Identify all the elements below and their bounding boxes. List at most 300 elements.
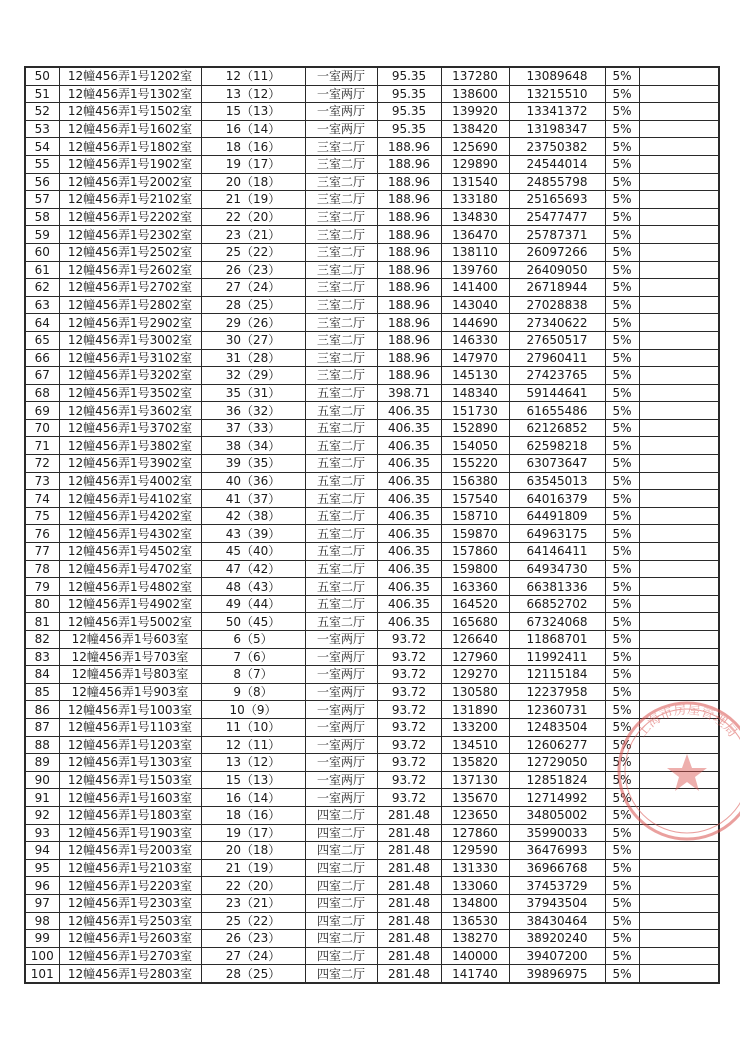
cell-floor: 49（44） bbox=[201, 595, 305, 613]
cell-unit: 12幢456弄1号4202室 bbox=[59, 507, 201, 525]
cell-layout: 四室二厅 bbox=[305, 859, 377, 877]
table-row bbox=[25, 525, 719, 543]
cell-price: 131330 bbox=[441, 859, 509, 877]
cell-note bbox=[639, 296, 719, 314]
table-row bbox=[25, 103, 719, 121]
cell-area: 188.96 bbox=[377, 173, 441, 191]
cell-area: 188.96 bbox=[377, 349, 441, 367]
cell-area: 188.96 bbox=[377, 208, 441, 226]
cell-area: 281.48 bbox=[377, 824, 441, 842]
cell-unit: 12幢456弄1号4702室 bbox=[59, 560, 201, 578]
cell-note bbox=[639, 226, 719, 244]
cell-area: 406.35 bbox=[377, 402, 441, 420]
cell-note bbox=[639, 437, 719, 455]
cell-seq: 100 bbox=[25, 947, 59, 965]
table-row bbox=[25, 894, 719, 912]
cell-floor: 21（19） bbox=[201, 191, 305, 209]
cell-total: 64146411 bbox=[509, 543, 605, 561]
table-row bbox=[25, 842, 719, 860]
cell-unit: 12幢456弄1号2302室 bbox=[59, 226, 201, 244]
cell-rate: 5% bbox=[605, 120, 639, 138]
table-row bbox=[25, 718, 719, 736]
cell-area: 281.48 bbox=[377, 842, 441, 860]
cell-floor: 26（23） bbox=[201, 930, 305, 948]
cell-note bbox=[639, 912, 719, 930]
cell-rate: 5% bbox=[605, 842, 639, 860]
cell-note bbox=[639, 331, 719, 349]
cell-price: 127860 bbox=[441, 824, 509, 842]
cell-seq: 91 bbox=[25, 789, 59, 807]
table-row bbox=[25, 824, 719, 842]
cell-unit: 12幢456弄1号1502室 bbox=[59, 103, 201, 121]
cell-total: 37453729 bbox=[509, 877, 605, 895]
cell-seq: 55 bbox=[25, 155, 59, 173]
cell-rate: 5% bbox=[605, 525, 639, 543]
cell-total: 11992411 bbox=[509, 648, 605, 666]
cell-layout: 五室二厅 bbox=[305, 560, 377, 578]
cell-unit: 12幢456弄1号803室 bbox=[59, 666, 201, 684]
table-row bbox=[25, 595, 719, 613]
cell-note bbox=[639, 173, 719, 191]
cell-floor: 36（32） bbox=[201, 402, 305, 420]
cell-layout: 三室二厅 bbox=[305, 243, 377, 261]
cell-note bbox=[639, 806, 719, 824]
table-row bbox=[25, 155, 719, 173]
cell-layout: 四室二厅 bbox=[305, 824, 377, 842]
table-row bbox=[25, 771, 719, 789]
cell-rate: 5% bbox=[605, 103, 639, 121]
cell-price: 148340 bbox=[441, 384, 509, 402]
cell-area: 93.72 bbox=[377, 631, 441, 649]
cell-seq: 54 bbox=[25, 138, 59, 156]
cell-price: 146330 bbox=[441, 331, 509, 349]
cell-unit: 12幢456弄1号2803室 bbox=[59, 965, 201, 983]
cell-price: 127960 bbox=[441, 648, 509, 666]
cell-floor: 9（8） bbox=[201, 683, 305, 701]
cell-area: 93.72 bbox=[377, 648, 441, 666]
cell-layout: 五室二厅 bbox=[305, 595, 377, 613]
cell-total: 12360731 bbox=[509, 701, 605, 719]
cell-rate: 5% bbox=[605, 912, 639, 930]
cell-seq: 73 bbox=[25, 472, 59, 490]
cell-seq: 62 bbox=[25, 279, 59, 297]
cell-seq: 99 bbox=[25, 930, 59, 948]
cell-rate: 5% bbox=[605, 806, 639, 824]
cell-total: 34805002 bbox=[509, 806, 605, 824]
cell-area: 188.96 bbox=[377, 155, 441, 173]
cell-price: 138110 bbox=[441, 243, 509, 261]
cell-rate: 5% bbox=[605, 859, 639, 877]
cell-note bbox=[639, 718, 719, 736]
cell-unit: 12幢456弄1号1503室 bbox=[59, 771, 201, 789]
cell-price: 123650 bbox=[441, 806, 509, 824]
cell-price: 138420 bbox=[441, 120, 509, 138]
cell-total: 12714992 bbox=[509, 789, 605, 807]
cell-price: 147970 bbox=[441, 349, 509, 367]
cell-note bbox=[639, 120, 719, 138]
cell-unit: 12幢456弄1号1003室 bbox=[59, 701, 201, 719]
table-row bbox=[25, 507, 719, 525]
cell-area: 281.48 bbox=[377, 947, 441, 965]
cell-total: 59144641 bbox=[509, 384, 605, 402]
cell-layout: 一室两厅 bbox=[305, 120, 377, 138]
cell-unit: 12幢456弄1号4802室 bbox=[59, 578, 201, 596]
table-body bbox=[25, 67, 719, 983]
cell-floor: 28（25） bbox=[201, 965, 305, 983]
cell-rate: 5% bbox=[605, 279, 639, 297]
cell-layout: 四室二厅 bbox=[305, 930, 377, 948]
cell-note bbox=[639, 138, 719, 156]
cell-note bbox=[639, 243, 719, 261]
cell-seq: 98 bbox=[25, 912, 59, 930]
cell-total: 66381336 bbox=[509, 578, 605, 596]
table-row bbox=[25, 754, 719, 772]
cell-floor: 37（33） bbox=[201, 419, 305, 437]
cell-area: 406.35 bbox=[377, 419, 441, 437]
cell-unit: 12幢456弄1号2303室 bbox=[59, 894, 201, 912]
cell-unit: 12幢456弄1号1903室 bbox=[59, 824, 201, 842]
cell-layout: 三室二厅 bbox=[305, 314, 377, 332]
cell-area: 406.35 bbox=[377, 507, 441, 525]
cell-price: 125690 bbox=[441, 138, 509, 156]
table-row bbox=[25, 965, 719, 983]
cell-rate: 5% bbox=[605, 85, 639, 103]
cell-price: 165680 bbox=[441, 613, 509, 631]
cell-floor: 19（17） bbox=[201, 824, 305, 842]
cell-rate: 5% bbox=[605, 472, 639, 490]
cell-rate: 5% bbox=[605, 296, 639, 314]
table-row bbox=[25, 806, 719, 824]
cell-total: 67324068 bbox=[509, 613, 605, 631]
cell-unit: 12幢456弄1号3602室 bbox=[59, 402, 201, 420]
cell-floor: 22（20） bbox=[201, 877, 305, 895]
cell-area: 188.96 bbox=[377, 138, 441, 156]
cell-area: 406.35 bbox=[377, 437, 441, 455]
table-row bbox=[25, 701, 719, 719]
cell-layout: 一室两厅 bbox=[305, 754, 377, 772]
cell-unit: 12幢456弄1号2703室 bbox=[59, 947, 201, 965]
cell-layout: 五室二厅 bbox=[305, 525, 377, 543]
table-row bbox=[25, 314, 719, 332]
cell-price: 157860 bbox=[441, 543, 509, 561]
cell-floor: 22（20） bbox=[201, 208, 305, 226]
cell-unit: 12幢456弄1号2902室 bbox=[59, 314, 201, 332]
cell-rate: 5% bbox=[605, 419, 639, 437]
cell-area: 93.72 bbox=[377, 666, 441, 684]
table-row bbox=[25, 173, 719, 191]
cell-seq: 83 bbox=[25, 648, 59, 666]
cell-total: 12606277 bbox=[509, 736, 605, 754]
cell-floor: 41（37） bbox=[201, 490, 305, 508]
cell-rate: 5% bbox=[605, 771, 639, 789]
cell-seq: 71 bbox=[25, 437, 59, 455]
cell-rate: 5% bbox=[605, 877, 639, 895]
cell-unit: 12幢456弄1号2002室 bbox=[59, 173, 201, 191]
cell-floor: 23（21） bbox=[201, 894, 305, 912]
cell-price: 138270 bbox=[441, 930, 509, 948]
table-row bbox=[25, 279, 719, 297]
cell-floor: 43（39） bbox=[201, 525, 305, 543]
cell-rate: 5% bbox=[605, 507, 639, 525]
cell-total: 25477477 bbox=[509, 208, 605, 226]
cell-layout: 五室二厅 bbox=[305, 419, 377, 437]
price-table bbox=[24, 66, 720, 984]
cell-area: 406.35 bbox=[377, 455, 441, 473]
cell-rate: 5% bbox=[605, 965, 639, 983]
cell-seq: 88 bbox=[25, 736, 59, 754]
cell-note bbox=[639, 349, 719, 367]
cell-floor: 16（14） bbox=[201, 120, 305, 138]
cell-price: 129890 bbox=[441, 155, 509, 173]
cell-note bbox=[639, 155, 719, 173]
cell-note bbox=[639, 560, 719, 578]
cell-layout: 四室二厅 bbox=[305, 947, 377, 965]
cell-seq: 57 bbox=[25, 191, 59, 209]
cell-unit: 12幢456弄1号2802室 bbox=[59, 296, 201, 314]
cell-seq: 78 bbox=[25, 560, 59, 578]
cell-area: 406.35 bbox=[377, 490, 441, 508]
cell-rate: 5% bbox=[605, 384, 639, 402]
cell-note bbox=[639, 930, 719, 948]
cell-price: 163360 bbox=[441, 578, 509, 596]
cell-floor: 26（23） bbox=[201, 261, 305, 279]
table-row bbox=[25, 877, 719, 895]
cell-area: 281.48 bbox=[377, 806, 441, 824]
cell-layout: 三室二厅 bbox=[305, 226, 377, 244]
cell-rate: 5% bbox=[605, 138, 639, 156]
cell-floor: 18（16） bbox=[201, 806, 305, 824]
cell-seq: 61 bbox=[25, 261, 59, 279]
cell-rate: 5% bbox=[605, 226, 639, 244]
cell-layout: 四室二厅 bbox=[305, 912, 377, 930]
cell-price: 158710 bbox=[441, 507, 509, 525]
cell-area: 188.96 bbox=[377, 226, 441, 244]
cell-seq: 72 bbox=[25, 455, 59, 473]
cell-unit: 12幢456弄1号3202室 bbox=[59, 367, 201, 385]
cell-rate: 5% bbox=[605, 331, 639, 349]
cell-layout: 三室二厅 bbox=[305, 173, 377, 191]
cell-unit: 12幢456弄1号4502室 bbox=[59, 543, 201, 561]
cell-unit: 12幢456弄1号1203室 bbox=[59, 736, 201, 754]
cell-seq: 87 bbox=[25, 718, 59, 736]
cell-floor: 19（17） bbox=[201, 155, 305, 173]
cell-area: 93.72 bbox=[377, 683, 441, 701]
cell-rate: 5% bbox=[605, 631, 639, 649]
cell-area: 188.96 bbox=[377, 296, 441, 314]
cell-layout: 三室二厅 bbox=[305, 331, 377, 349]
cell-layout: 一室两厅 bbox=[305, 103, 377, 121]
cell-price: 139760 bbox=[441, 261, 509, 279]
cell-price: 145130 bbox=[441, 367, 509, 385]
seal-text: 上海市房屋管理局 bbox=[634, 702, 740, 741]
cell-note bbox=[639, 384, 719, 402]
cell-total: 27960411 bbox=[509, 349, 605, 367]
cell-unit: 12幢456弄1号4102室 bbox=[59, 490, 201, 508]
cell-floor: 12（11） bbox=[201, 67, 305, 85]
cell-note bbox=[639, 191, 719, 209]
cell-layout: 一室两厅 bbox=[305, 666, 377, 684]
cell-note bbox=[639, 648, 719, 666]
cell-floor: 10（9） bbox=[201, 701, 305, 719]
cell-layout: 四室二厅 bbox=[305, 806, 377, 824]
cell-seq: 89 bbox=[25, 754, 59, 772]
cell-layout: 三室二厅 bbox=[305, 261, 377, 279]
cell-note bbox=[639, 261, 719, 279]
cell-price: 131890 bbox=[441, 701, 509, 719]
table-row bbox=[25, 789, 719, 807]
cell-price: 143040 bbox=[441, 296, 509, 314]
cell-area: 188.96 bbox=[377, 367, 441, 385]
cell-floor: 7（6） bbox=[201, 648, 305, 666]
cell-seq: 59 bbox=[25, 226, 59, 244]
table-row bbox=[25, 683, 719, 701]
cell-total: 66852702 bbox=[509, 595, 605, 613]
cell-rate: 5% bbox=[605, 173, 639, 191]
cell-area: 93.72 bbox=[377, 718, 441, 736]
cell-seq: 95 bbox=[25, 859, 59, 877]
cell-floor: 20（18） bbox=[201, 173, 305, 191]
table-row bbox=[25, 67, 719, 85]
cell-note bbox=[639, 842, 719, 860]
cell-seq: 60 bbox=[25, 243, 59, 261]
cell-price: 137280 bbox=[441, 67, 509, 85]
cell-seq: 74 bbox=[25, 490, 59, 508]
cell-area: 188.96 bbox=[377, 279, 441, 297]
cell-area: 188.96 bbox=[377, 314, 441, 332]
cell-area: 93.72 bbox=[377, 789, 441, 807]
cell-layout: 一室两厅 bbox=[305, 701, 377, 719]
cell-total: 27028838 bbox=[509, 296, 605, 314]
cell-floor: 23（21） bbox=[201, 226, 305, 244]
cell-area: 93.72 bbox=[377, 701, 441, 719]
cell-seq: 77 bbox=[25, 543, 59, 561]
cell-area: 406.35 bbox=[377, 560, 441, 578]
cell-total: 11868701 bbox=[509, 631, 605, 649]
cell-price: 159870 bbox=[441, 525, 509, 543]
cell-floor: 27（24） bbox=[201, 947, 305, 965]
cell-price: 133200 bbox=[441, 718, 509, 736]
cell-unit: 12幢456弄1号2202室 bbox=[59, 208, 201, 226]
table-row bbox=[25, 419, 719, 437]
cell-area: 398.71 bbox=[377, 384, 441, 402]
cell-seq: 64 bbox=[25, 314, 59, 332]
cell-price: 130580 bbox=[441, 683, 509, 701]
cell-note bbox=[639, 578, 719, 596]
cell-seq: 101 bbox=[25, 965, 59, 983]
cell-rate: 5% bbox=[605, 894, 639, 912]
table-row bbox=[25, 578, 719, 596]
cell-note bbox=[639, 683, 719, 701]
cell-layout: 五室二厅 bbox=[305, 472, 377, 490]
cell-price: 129270 bbox=[441, 666, 509, 684]
cell-floor: 15（13） bbox=[201, 771, 305, 789]
cell-layout: 一室两厅 bbox=[305, 631, 377, 649]
cell-layout: 四室二厅 bbox=[305, 842, 377, 860]
cell-rate: 5% bbox=[605, 947, 639, 965]
cell-rate: 5% bbox=[605, 578, 639, 596]
cell-price: 135820 bbox=[441, 754, 509, 772]
cell-total: 62598218 bbox=[509, 437, 605, 455]
cell-layout: 一室两厅 bbox=[305, 789, 377, 807]
cell-area: 95.35 bbox=[377, 120, 441, 138]
cell-unit: 12幢456弄1号3802室 bbox=[59, 437, 201, 455]
cell-price: 138600 bbox=[441, 85, 509, 103]
cell-layout: 一室两厅 bbox=[305, 85, 377, 103]
table-row bbox=[25, 402, 719, 420]
table-row bbox=[25, 296, 719, 314]
cell-seq: 84 bbox=[25, 666, 59, 684]
cell-total: 36966768 bbox=[509, 859, 605, 877]
cell-unit: 12幢456弄1号2503室 bbox=[59, 912, 201, 930]
cell-total: 64963175 bbox=[509, 525, 605, 543]
cell-layout: 三室二厅 bbox=[305, 191, 377, 209]
cell-floor: 29（26） bbox=[201, 314, 305, 332]
cell-total: 26097266 bbox=[509, 243, 605, 261]
cell-area: 281.48 bbox=[377, 965, 441, 983]
cell-area: 93.72 bbox=[377, 754, 441, 772]
cell-note bbox=[639, 419, 719, 437]
cell-unit: 12幢456弄1号703室 bbox=[59, 648, 201, 666]
cell-unit: 12幢456弄1号5002室 bbox=[59, 613, 201, 631]
cell-layout: 五室二厅 bbox=[305, 402, 377, 420]
cell-floor: 20（18） bbox=[201, 842, 305, 860]
cell-total: 13215510 bbox=[509, 85, 605, 103]
cell-seq: 67 bbox=[25, 367, 59, 385]
cell-total: 12729050 bbox=[509, 754, 605, 772]
cell-unit: 12幢456弄1号903室 bbox=[59, 683, 201, 701]
cell-total: 39896975 bbox=[509, 965, 605, 983]
table-row bbox=[25, 631, 719, 649]
table-row bbox=[25, 138, 719, 156]
cell-area: 95.35 bbox=[377, 103, 441, 121]
cell-unit: 12幢456弄1号3002室 bbox=[59, 331, 201, 349]
cell-floor: 18（16） bbox=[201, 138, 305, 156]
cell-seq: 94 bbox=[25, 842, 59, 860]
cell-note bbox=[639, 824, 719, 842]
cell-price: 126640 bbox=[441, 631, 509, 649]
cell-layout: 一室两厅 bbox=[305, 718, 377, 736]
cell-rate: 5% bbox=[605, 560, 639, 578]
cell-area: 281.48 bbox=[377, 877, 441, 895]
cell-price: 144690 bbox=[441, 314, 509, 332]
cell-total: 36476993 bbox=[509, 842, 605, 860]
cell-price: 155220 bbox=[441, 455, 509, 473]
cell-floor: 42（38） bbox=[201, 507, 305, 525]
cell-unit: 12幢456弄1号1103室 bbox=[59, 718, 201, 736]
cell-rate: 5% bbox=[605, 437, 639, 455]
cell-unit: 12幢456弄1号1303室 bbox=[59, 754, 201, 772]
cell-area: 406.35 bbox=[377, 525, 441, 543]
cell-total: 25165693 bbox=[509, 191, 605, 209]
cell-seq: 56 bbox=[25, 173, 59, 191]
cell-area: 95.35 bbox=[377, 67, 441, 85]
cell-rate: 5% bbox=[605, 67, 639, 85]
cell-total: 35990033 bbox=[509, 824, 605, 842]
cell-seq: 76 bbox=[25, 525, 59, 543]
cell-unit: 12幢456弄1号2203室 bbox=[59, 877, 201, 895]
cell-rate: 5% bbox=[605, 666, 639, 684]
table-row bbox=[25, 384, 719, 402]
cell-note bbox=[639, 85, 719, 103]
table-row bbox=[25, 560, 719, 578]
table-row bbox=[25, 472, 719, 490]
cell-area: 188.96 bbox=[377, 243, 441, 261]
cell-total: 61655486 bbox=[509, 402, 605, 420]
cell-floor: 15（13） bbox=[201, 103, 305, 121]
cell-unit: 12幢456弄1号1802室 bbox=[59, 138, 201, 156]
cell-layout: 三室二厅 bbox=[305, 279, 377, 297]
cell-note bbox=[639, 789, 719, 807]
